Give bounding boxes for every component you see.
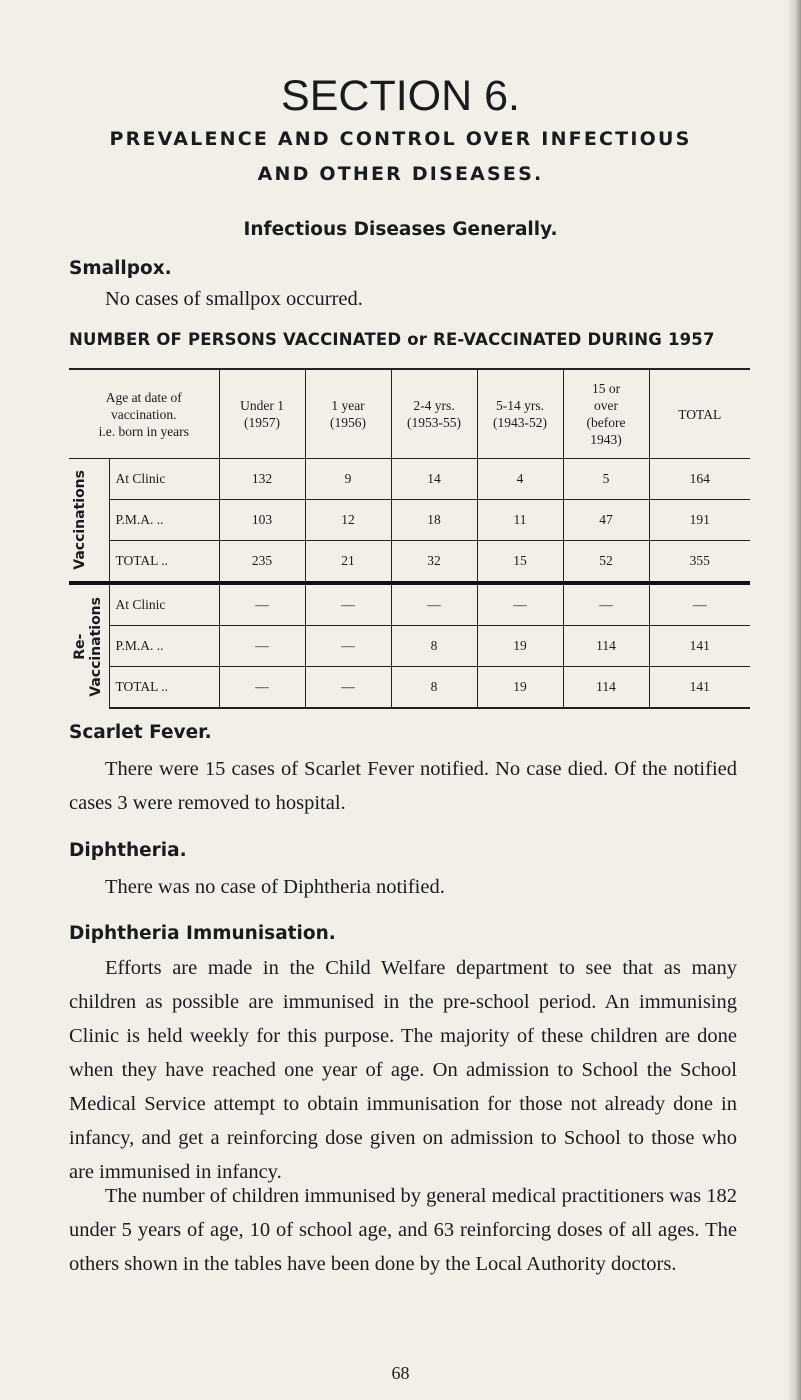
table-cell: — xyxy=(219,583,305,626)
immunisation-heading: Diphtheria Immunisation. xyxy=(69,923,336,944)
smallpox-heading: Smallpox. xyxy=(69,258,172,279)
table-cell: 5 xyxy=(563,459,649,500)
diphtheria-heading: Diphtheria. xyxy=(69,840,187,861)
col-header-total xyxy=(649,369,750,459)
group-label-revaccinations-line-2: Vaccinations xyxy=(88,596,104,697)
table-cell: 132 xyxy=(219,459,305,500)
row-label: TOTAL .. xyxy=(109,667,219,709)
col-header-15-over-line-4: 1943) xyxy=(590,432,622,447)
col-header-under-1 xyxy=(219,369,305,459)
table-cell: 21 xyxy=(305,541,391,584)
col-header-5-14-yrs-line-1: 5-14 yrs. xyxy=(496,398,545,413)
table-cell: 114 xyxy=(563,667,649,709)
table-cell: 355 xyxy=(649,541,750,584)
row-label: At Clinic xyxy=(109,459,219,500)
table-cell: — xyxy=(391,583,477,626)
table-cell: — xyxy=(219,667,305,709)
group-label-vaccinations xyxy=(69,459,109,584)
age-header-line-2: vaccination. xyxy=(110,406,177,422)
group-label-revaccinations xyxy=(69,583,109,708)
table-cell: — xyxy=(305,583,391,626)
table-cell: 9 xyxy=(305,459,391,500)
col-header-2-4-yrs-line-1: 2-4 yrs. xyxy=(413,398,455,413)
smallpox-text: No cases of smallpox occurred. xyxy=(105,288,363,310)
col-header-1-year-line-1: 1 year xyxy=(331,398,365,413)
table-cell: 8 xyxy=(391,667,477,709)
immunisation-paragraph-2: The number of children immunised by general medical practitioners was 182 under 5 years of age, 10 of school age, and 63 reinforcing doses of all ages. The others shown in the tables have been done by the Local Authority doctors. xyxy=(69,1185,737,1275)
table-cell: 164 xyxy=(649,459,750,500)
row-label: At Clinic xyxy=(109,583,219,626)
table-cell: — xyxy=(305,626,391,667)
row-label: P.M.A. .. xyxy=(109,626,219,667)
col-header-5-14-yrs xyxy=(477,369,563,459)
table-cell: 14 xyxy=(391,459,477,500)
table-cell: 191 xyxy=(649,500,750,541)
table-cell: 12 xyxy=(305,500,391,541)
diphtheria-text: There was no case of Diphtheria notified. xyxy=(105,876,445,898)
table-cell: 103 xyxy=(219,500,305,541)
table-cell: 19 xyxy=(477,667,563,709)
table-cell: — xyxy=(563,583,649,626)
table-row xyxy=(69,541,750,584)
table-cell: — xyxy=(477,583,563,626)
col-header-total-line-1: TOTAL xyxy=(678,406,722,422)
group-label-revaccinations-line-1: Re- xyxy=(72,633,88,660)
table-row xyxy=(69,459,750,500)
table-cell: — xyxy=(649,583,750,626)
col-header-under-1-line-1: Under 1 xyxy=(240,398,284,413)
table-cell: 32 xyxy=(391,541,477,584)
age-header-line-3: i.e. born in years xyxy=(98,423,189,439)
page-edge-shadow xyxy=(787,0,801,1400)
table-cell: 4 xyxy=(477,459,563,500)
col-header-2-4-yrs xyxy=(391,369,477,459)
table-cell: 19 xyxy=(477,626,563,667)
scarlet-fever-heading: Scarlet Fever. xyxy=(69,722,212,743)
table-cell: 141 xyxy=(649,667,750,709)
table-row xyxy=(69,667,750,709)
section-title: SECTION 6. xyxy=(281,72,520,120)
subheading: Infectious Diseases Generally. xyxy=(243,219,558,240)
table-cell: — xyxy=(219,626,305,667)
col-header-1-year xyxy=(305,369,391,459)
table-cell: 47 xyxy=(563,500,649,541)
col-header-2-4-yrs-line-2: (1953-55) xyxy=(407,415,462,430)
group-label-vaccinations-text: Vaccinations xyxy=(72,470,88,570)
group-label-revaccinations-text xyxy=(72,597,104,697)
col-header-15-over-line-3: (before xyxy=(586,415,626,430)
row-label: P.M.A. .. xyxy=(109,500,219,541)
scarlet-fever-text: There were 15 cases of Scarlet Fever notified. No case died. Of the notified cases 3 were removed to hospital. xyxy=(69,758,737,814)
table-cell: 8 xyxy=(391,626,477,667)
table-cell: 235 xyxy=(219,541,305,584)
col-header-1-year-line-2: (1956) xyxy=(330,415,367,430)
table-cell: 15 xyxy=(477,541,563,584)
main-heading-line-1: PREVALENCE AND CONTROL OVER INFECTIOUS xyxy=(109,128,692,150)
main-heading-line-2: AND OTHER DISEASES. xyxy=(257,163,544,185)
table-cell: 141 xyxy=(649,626,750,667)
page-number: 68 xyxy=(391,1363,410,1383)
immunisation-paragraph-1: Efforts are made in the Child Welfare department to see that as many children as possible are immunised in the pre-school period. An immunising Clinic is held weekly for this purpose. The majority of these children are done when they have reached one year of age. On admission to School the School Medical Service attempt to obtain immunisation for those not already done in infancy, and get a reinforcing dose given on admission to School to those who are immunised in infancy. xyxy=(69,957,737,1183)
col-header-15-over-line-1: 15 or xyxy=(591,381,621,396)
col-header-15-over-line-2: over xyxy=(594,398,619,413)
table-cell: 52 xyxy=(563,541,649,584)
table-title: NUMBER OF PERSONS VACCINATED or RE-VACCINATED DURING 1957 xyxy=(69,330,715,349)
table-cell: — xyxy=(305,667,391,709)
row-label: TOTAL .. xyxy=(109,541,219,584)
table-row xyxy=(69,583,750,626)
col-header-under-1-line-2: (1957) xyxy=(244,415,281,430)
table-cell: 18 xyxy=(391,500,477,541)
age-header xyxy=(69,369,219,459)
table-cell: 11 xyxy=(477,500,563,541)
table-row xyxy=(69,500,750,541)
col-header-5-14-yrs-line-2: (1943-52) xyxy=(493,415,548,430)
table-cell: 114 xyxy=(563,626,649,667)
age-header-line-1: Age at date of xyxy=(105,389,182,405)
table-row xyxy=(69,626,750,667)
col-header-15-over xyxy=(563,369,649,459)
vaccination-table xyxy=(69,368,750,709)
